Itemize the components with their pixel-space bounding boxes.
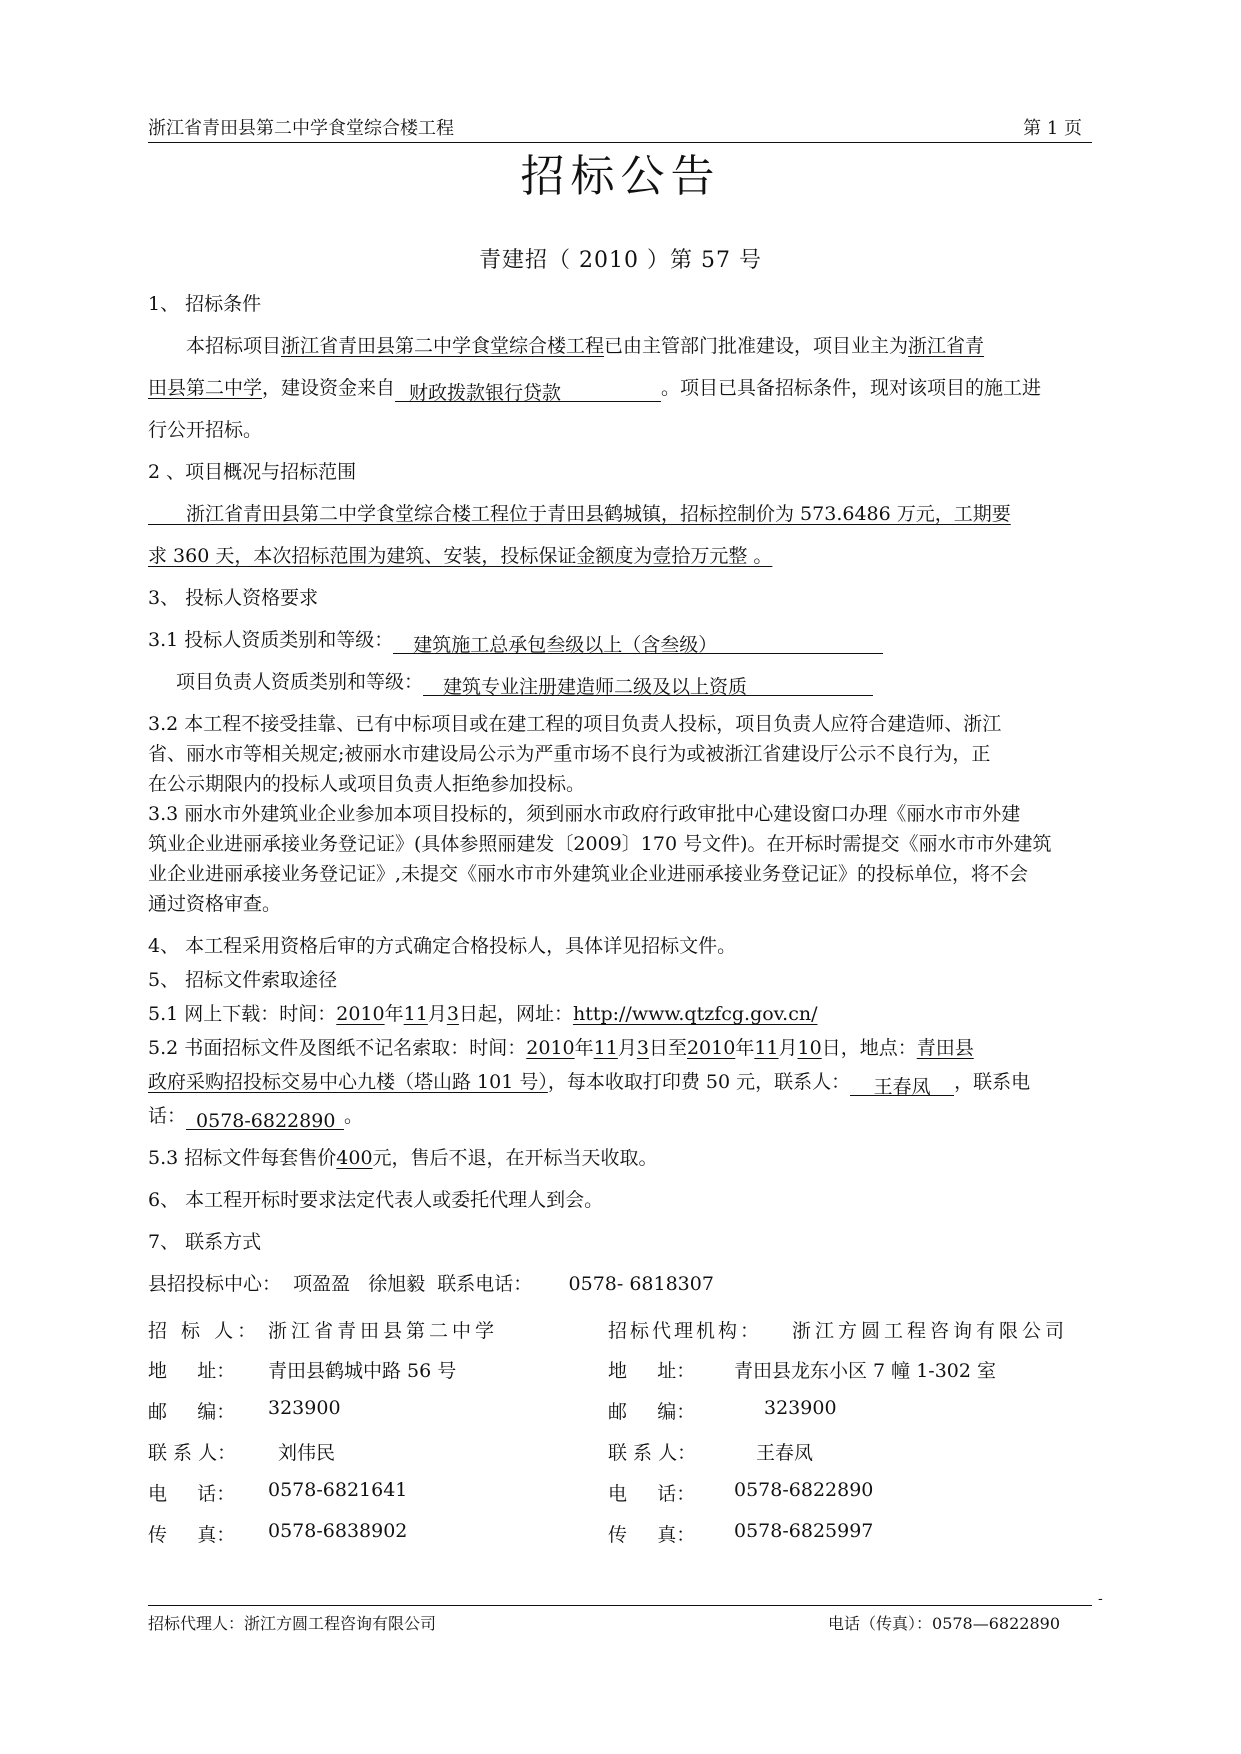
online-download-line: 5.1 网上下载：时间：2010年11月3日起，网址：http://www.qtzfcg.gov.cn/: [148, 1003, 818, 1025]
tenderer-phone: 0578-6821641: [268, 1479, 408, 1501]
doc-price-line: 5.3 招标文件每套售价400元，售后不退，在开标当天收取。: [148, 1147, 658, 1169]
tenderer-phone-label: 电 话：: [148, 1483, 236, 1505]
tenderer-fax-label: 传 真：: [148, 1524, 236, 1546]
section-6-text: 6、 本工程开标时要求法定代表人或委托代理人到会。: [148, 1189, 604, 1211]
footer-agent: 招标代理人：浙江方圆工程咨询有限公司: [148, 1614, 437, 1633]
tenderer-contact: 刘伟民: [278, 1442, 336, 1464]
section-4-text: 4、 本工程采用资格后审的方式确定合格投标人，具体详见招标文件。: [148, 935, 737, 957]
agency-name: 浙江方圆工程咨询有限公司: [792, 1320, 1069, 1342]
agency-fax-label: 传 真：: [608, 1524, 696, 1546]
page-header: [148, 112, 1092, 143]
footer-dash: -: [1098, 1591, 1103, 1607]
agency-fax: 0578-6825997: [734, 1520, 874, 1542]
section-2-line-1: 浙江省青田县第二中学食堂综合楼工程位于青田县鹤城镇，招标控制价为 573.6486 万元，工期要: [186, 503, 1011, 525]
section-1-heading: 1、 招标条件: [148, 293, 262, 315]
clause-3-3-line-4: 通过资格审查。: [148, 893, 282, 915]
section-1-line-2: 田县第二中学，建设资金来自 财政拨款银行贷款 。项目已具备招标条件，现对该项目的施工进: [148, 377, 1042, 404]
page-footer: [148, 1605, 1092, 1636]
tenderer-address: 青田县鹤城中路 56 号: [268, 1360, 457, 1382]
clause-3-2-line-1: 3.2 本工程不接受挂靠、已有中标项目或在建工程的项目负责人投标，项目负责人应符合建造师、浙江: [148, 713, 1002, 735]
clause-3-3-line-3: 业企业进丽承接业务登记证》,未提交《丽水市市外建筑业企业进丽承接业务登记证》的投标单位，将不会: [148, 863, 1029, 885]
clause-3-2-line-2: 省、丽水市等相关规定;被丽水市建设局公示为严重市场不良行为或被浙江省建设厅公示不良行为，正: [148, 743, 991, 765]
manager-qualification-line: 项目负责人资质类别和等级： 建筑专业注册建造师二级及以上资质: [176, 668, 873, 696]
tenderer-zip: 323900: [268, 1397, 341, 1419]
document-number: 青建招（ 2010 ）第 57 号: [479, 248, 762, 273]
page-title: 招标公告: [520, 151, 721, 202]
footer-phone: 电话（传真）：0578—6822890: [828, 1614, 1060, 1633]
header-page-number: 第 1 页: [1023, 118, 1082, 139]
agency-address-label: 地 址：: [608, 1360, 696, 1382]
bidding-center-contact: 县招投标中心： 项盈盈 徐旭毅 联系电话： 0578- 6818307: [148, 1273, 714, 1295]
tenderer-fax: 0578-6838902: [268, 1520, 408, 1542]
section-5-heading: 5、 招标文件索取途径: [148, 969, 338, 991]
section-7-heading: 7、 联系方式: [148, 1231, 262, 1253]
agency-phone-label: 电 话：: [608, 1483, 696, 1505]
paper-docs-line-3: 话： 0578-6822890 。: [148, 1105, 364, 1132]
agency-contact: 王春凤: [756, 1442, 814, 1464]
download-url-link[interactable]: http://www.qtzfcg.gov.cn/: [572, 1003, 818, 1025]
clause-3-3-line-2: 筑业企业进丽承接业务登记证》(具体参照丽建发〔2009〕170 号文件)。在开标时需提交《丽水市市外建筑: [148, 833, 1052, 855]
agency-contact-label: 联 系 人：: [608, 1442, 697, 1464]
section-2-heading: 2 、项目概况与招标范围: [148, 461, 357, 483]
clause-3-2-line-3: 在公示期限内的投标人或项目负责人拒绝参加投标。: [148, 773, 586, 795]
paper-docs-line-1: 5.2 书面招标文件及图纸不记名索取：时间：2010年11月3日至2010年11月10日，地点：青田县: [148, 1037, 974, 1059]
agency-zip-label: 邮 编：: [608, 1401, 696, 1423]
agency-zip: 323900: [764, 1397, 837, 1419]
tenderer-label: 招 标 人：: [148, 1320, 261, 1342]
paper-docs-line-2: 政府采购招投标交易中心九楼（塔山路 101 号），每本收取打印费 50 元，联系人： 王春凤 ，联系电: [148, 1071, 1031, 1098]
tenderer-zip-label: 邮 编：: [148, 1401, 236, 1423]
agency-phone: 0578-6822890: [734, 1479, 874, 1501]
header-project: 浙江省青田县第二中学食堂综合楼工程: [148, 118, 454, 139]
agency-address: 青田县龙东小区 7 幢 1-302 室: [734, 1360, 997, 1382]
section-3-heading: 3、 投标人资格要求: [148, 587, 319, 609]
tenderer-address-label: 地 址：: [148, 1360, 236, 1382]
section-1-line-3: 行公开招标。: [148, 419, 263, 441]
tenderer-contact-label: 联 系 人：: [148, 1442, 237, 1464]
section-2-line-2: 求 360 天，本次招标范围为建筑、安装，投标保证金额度为壹拾万元整 。: [148, 545, 773, 567]
tenderer-name: 浙江省青田县第二中学: [268, 1320, 499, 1342]
section-1-line-1: 本招标项目浙江省青田县第二中学食堂综合楼工程已由主管部门批准建设，项目业主为浙江省青: [186, 335, 985, 357]
bidder-qualification-line: 3.1 投标人资质类别和等级： 建筑施工总承包叁级以上（含叁级）: [148, 626, 883, 654]
clause-3-3-line-1: 3.3 丽水市外建筑业企业参加本项目投标的，须到丽水市政府行政审批中心建设窗口办理《丽水市市外建: [148, 803, 1021, 825]
agency-label: 招标代理机构：: [608, 1320, 763, 1342]
